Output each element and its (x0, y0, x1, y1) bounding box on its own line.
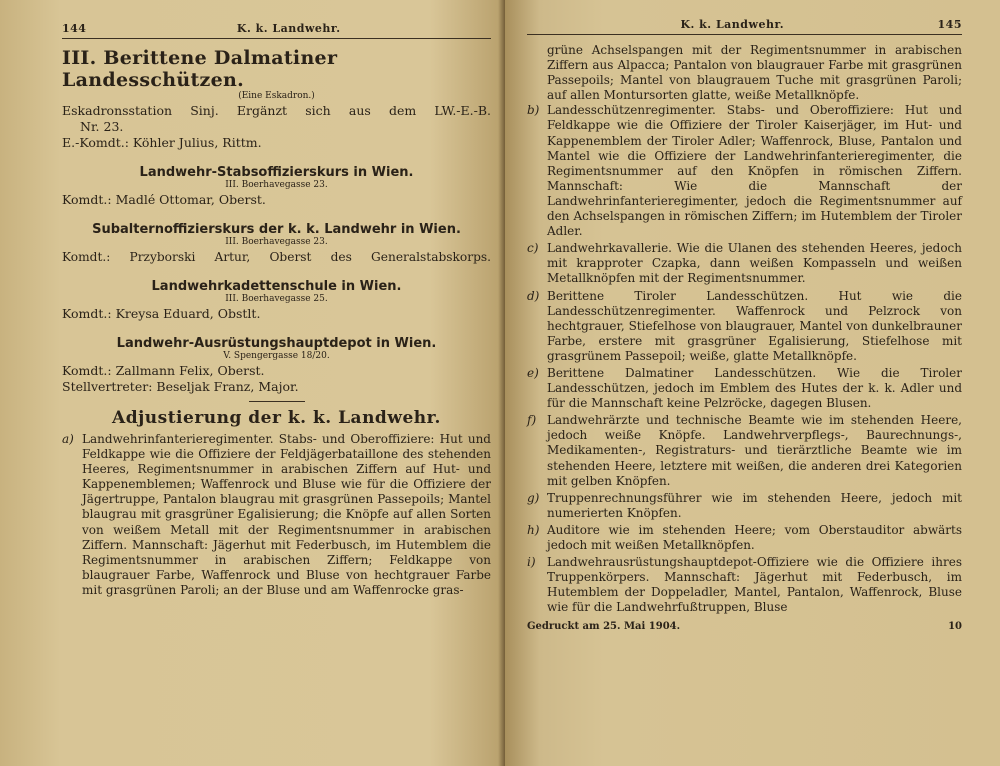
page-number-right: 145 (937, 18, 962, 31)
section-komdt: Komdt.: Przyborski Artur, Oberst des Generalstabskorps. (62, 250, 491, 264)
item-text: Landesschützenregimenter. Stabs- und Oberoffiziere: Hut und Feldkappe wie die Offiziere der Tiroler Kaiserjäger, im Hut- und Kappenemblem der Tiroler Adler; Waffenrock, Bluse, Pantalon und Mantel wie die Offiziere der Landwehrinfanterieregimenter, die Regimentsnummer auf den Knöpfen in römischen Ziffern. Mannschaft: Wie die Mannschaft der Landwehrinfanterieregimenter, jedoch die Regimentsnummer auf den Achselspangen in römischen Ziffern; im Hutemblem der Tiroler Adler. (547, 103, 962, 239)
item-text: Berittene Tiroler Landesschützen. Hut wie die Landesschützenregimenter. Waffenrock und Pelzrock von hechtgrauer, Stiefelhose von blaugrauer, Mantel von dunkelbrauner Farbe, erstere mit grasgrüner Egalisierung, Stiefelhose mit grasgrünem Passepoil; weiße, glatte Metallknöpfe. (547, 288, 962, 363)
list-item (527, 289, 962, 364)
item-text: Landwehrärzte und technische Beamte wie im stehenden Heere, jedoch weiße Knöpfe. Landwehrverpflegs-, Baurechnungs-, Medikamenten-, Registraturs- und tierärztliche Beamte wie im stehenden Heere, letztere mit weißen, die anderen drei Kategorien mit gelben Knöpfen. (547, 413, 962, 488)
section-address: V. Spengergasse 18/20. (223, 351, 330, 361)
right-page (505, 0, 1000, 766)
station-line: Eskadronsstation Sinj. Ergänzt sich aus dem LW.-E.-B. (62, 103, 491, 118)
divider-rule (249, 401, 305, 402)
list-item (527, 555, 962, 615)
item-label: d) (527, 288, 540, 303)
item-label: g) (527, 490, 540, 505)
signature-number: 10 (948, 621, 962, 633)
running-head-left (62, 22, 491, 39)
list-item (527, 413, 962, 488)
item-text: Berittene Dalmatiner Landesschützen. Wie die Tiroler Landesschützen, jedoch im Emblem des Hutes der k. k. Adler und für die Mannschaft keine Pelzröcke, dagegen Blusen. (547, 365, 962, 411)
section-block (62, 165, 491, 208)
item-label: a) (62, 432, 74, 446)
section-title: III. Berittene Dalmatiner Landesschützen. (62, 47, 338, 91)
item-label: e) (527, 365, 539, 380)
section-address: III. Boerhavegasse 25. (225, 294, 328, 304)
item-text: Landwehrkavallerie. Wie die Ulanen des stehenden Heeres, jedoch mit krapproter Czapka, dann weißen Kompasseln und weißen Metallknöpfen mit der Regimentsnummer. (547, 241, 962, 286)
list-item (62, 432, 491, 598)
section-komdt: Komdt.: Madlé Ottomar, Oberst. (62, 192, 266, 207)
list-item (527, 491, 962, 521)
section-deputy: Stellvertreter: Beseljak Franz, Major. (62, 379, 299, 394)
adjustment-title: Adjustierung der k. k. Landwehr. (112, 408, 441, 428)
item-label: i) (527, 555, 536, 570)
section-address: III. Boerhavegasse 23. (225, 180, 328, 190)
item-label: h) (527, 522, 540, 537)
station-line-2: Nr. 23. (80, 119, 124, 134)
section-komdt: Komdt.: Kreysa Eduard, Obstlt. (62, 306, 261, 321)
item-text: Auditore wie im stehenden Heere; vom Oberstauditor abwärts jedoch mit weißen Metallknöpfen. (547, 522, 962, 552)
section-heading: Subalternoffizierskurs der k. k. Landwehr in Wien. (92, 222, 461, 237)
komdt-line: E.-Komdt.: Köhler Julius, Rittm. (62, 135, 262, 150)
page-footer (527, 621, 962, 632)
item-text: Landwehrausrüstungshauptdepot-Offiziere wie die Offiziere ihres Truppenkörpers. Mannschaft: Jägerhut mit Federbusch, im Hutemblem der Doppeladler, Mantel, Pantalon, Waffenrock, Bluse wie für die Landwehrfußtruppen, Bluse (547, 555, 962, 615)
page-number-left: 144 (62, 22, 87, 35)
list-item (527, 523, 962, 553)
running-head-right (527, 18, 962, 35)
section-heading: Landwehr-Ausrüstungshauptdepot in Wien. (116, 336, 437, 351)
section-komdt: Komdt.: Zallmann Felix, Oberst. (62, 363, 265, 378)
item-text: Landwehrinfanterieregimenter. Stabs- und Oberoffiziere: Hut und Feldkappe wie die Offiziere der Feldjägerbataillone des stehenden Heeres, Regimentsnummer in arabischen Ziffern auf Hut- und Kappenemblemen; Waffenrock und Bluse wie für die Offiziere der Jägertruppe, Pantalon blaugrau mit grasgrünen Passepoils; Mantel blaugrau mit grasgrüner Egalisierung; die Knöpfe auf allen Sorten von weißem Metall mit der Regimentsnummer in arabischen Ziffern. Mannschaft: Jägerhut mit Federbusch, im Hutemblem die Regimentsnummer in arabischen Ziffern; Feldkappe von blaugrauer Farbe, Waffenrock und Bluse von hechtgrauer Farbe mit grasgrünen Paroli; an der Bluse und am Waffenrocke gras- (82, 432, 491, 597)
item-label: f) (527, 413, 537, 428)
item-label: b) (527, 103, 540, 118)
running-head-title-right: K. k. Landwehr. (680, 18, 785, 31)
print-date: Gedruckt am 25. Mai 1904. (527, 621, 681, 633)
continued-text: grüne Achselspangen mit der Regimentsnummer in arabischen Ziffern aus Alpacca; Pantalon von blaugrauer Farbe mit grasgrünen Passepoils; Mantel von blaugrauem Tuche mit grasgrünen Paroli; auf allen Montursorten glatte, weiße Metallknöpfe. (547, 43, 962, 103)
section-heading: Landwehr-Stabsoffizierskurs in Wien. (139, 165, 414, 180)
section-subtitle: (Eine Eskadron.) (238, 91, 315, 101)
running-head-title-left: K. k. Landwehr. (236, 22, 341, 35)
item-text: Truppenrechnungsführer wie im stehenden Heere, jedoch mit numerierten Knöpfen. (547, 490, 962, 520)
item-label: c) (527, 241, 539, 256)
section-heading: Landwehrkadettenschule in Wien. (151, 279, 402, 294)
list-item (527, 366, 962, 411)
section-block (62, 336, 491, 395)
section-block (62, 279, 491, 322)
section-address: III. Boerhavegasse 23. (225, 237, 328, 247)
list-item (527, 241, 962, 286)
section-block (62, 222, 491, 265)
list-item (527, 103, 962, 239)
